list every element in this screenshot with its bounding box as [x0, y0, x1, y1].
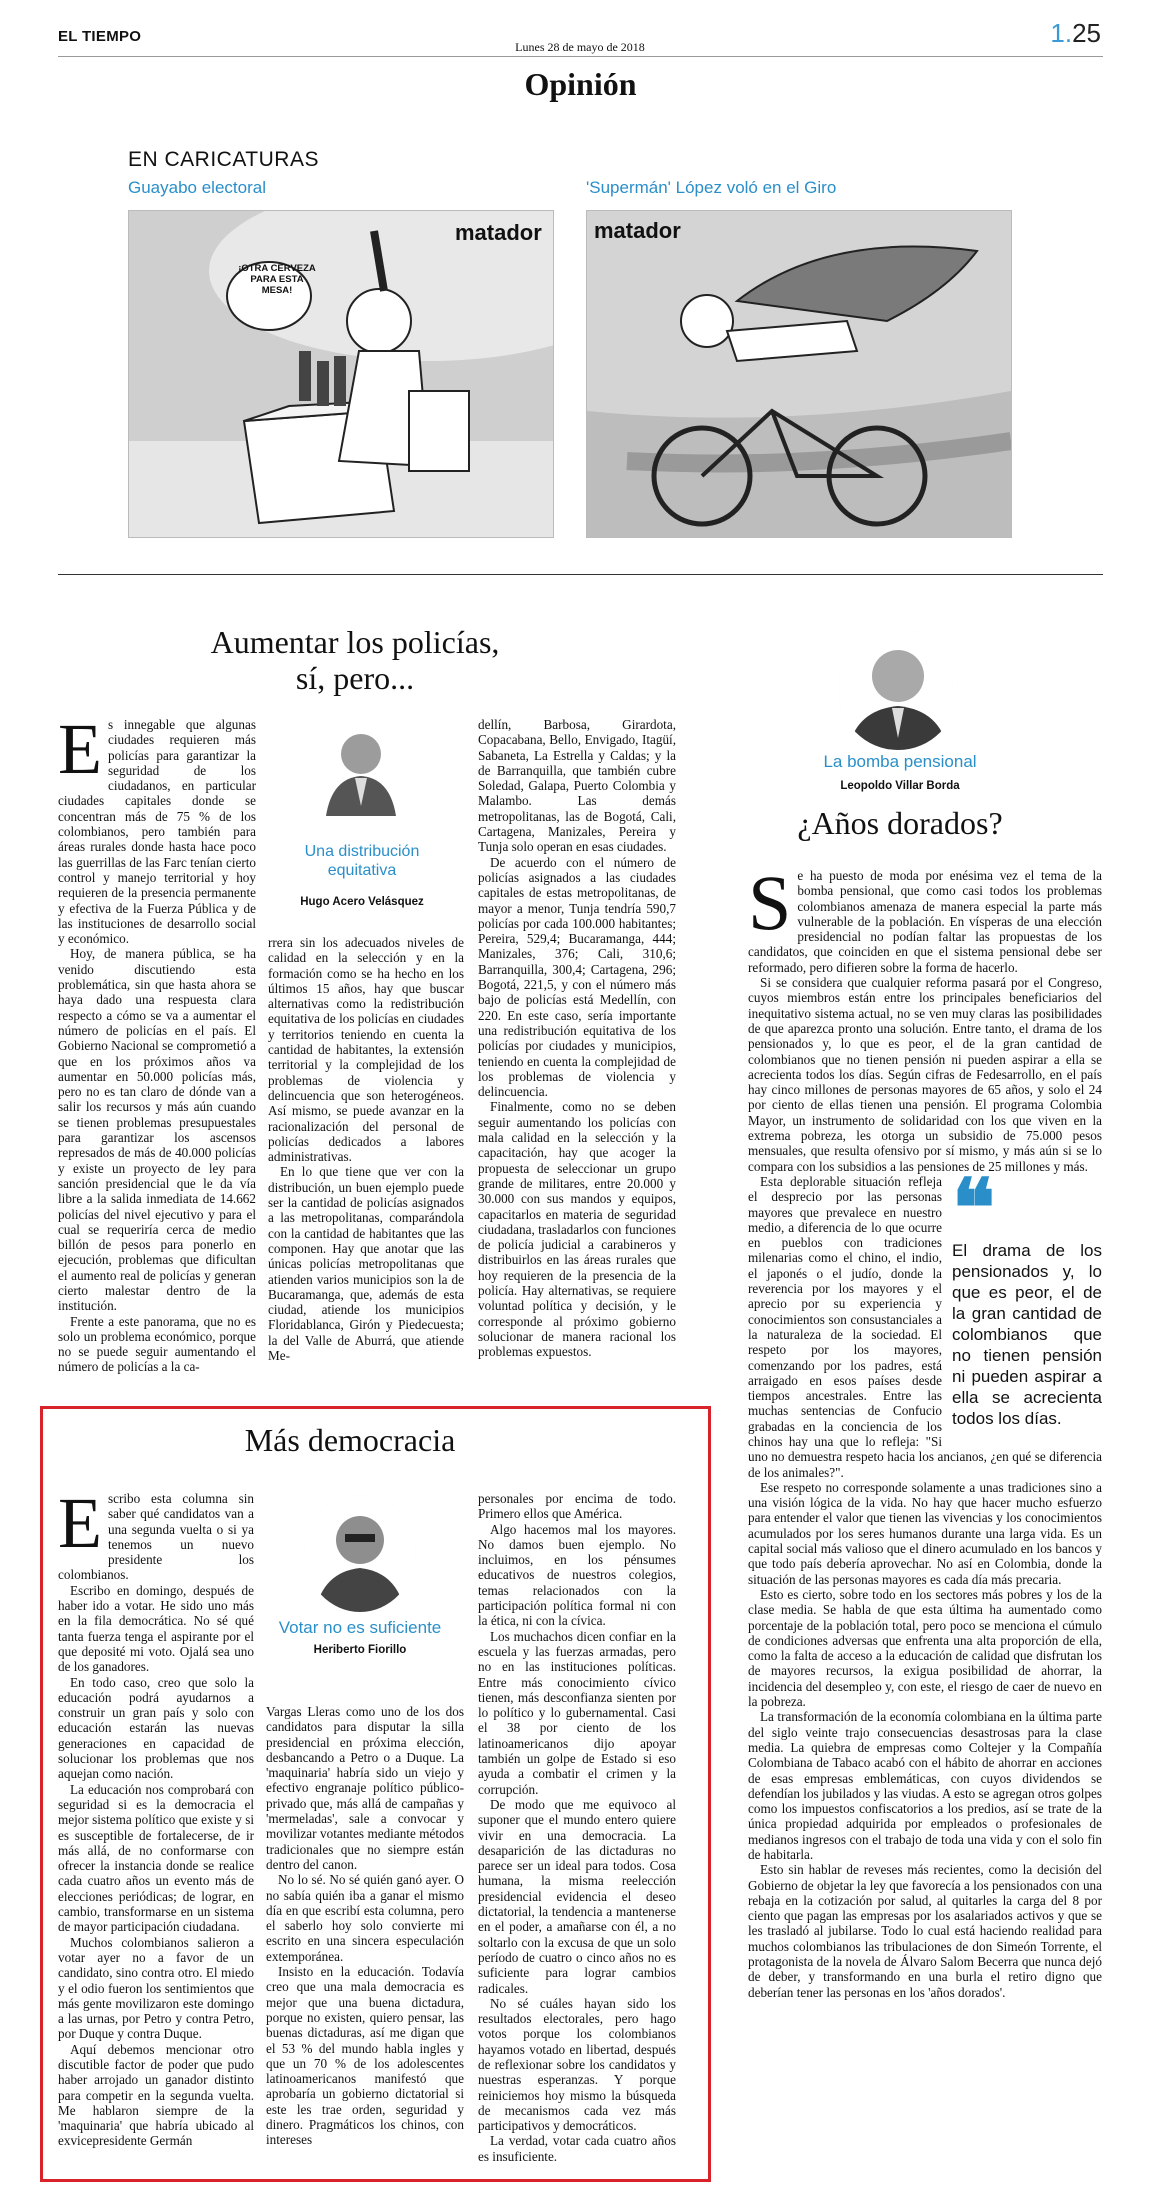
article2-col3-p1: personales por encima de todo. Primero ellos que América.: [478, 1491, 676, 1522]
article3-author-photo: [838, 628, 958, 750]
article2-col3-p6: La verdad, votar cada cuatro años es insuficiente.: [478, 2133, 676, 2164]
article3-p4: Esto es cierto, sobre todo en los sectores más pobres y los de la clase media. Se habla de que esta última ha aumentado como porcentaje de la población total, pero poco se menciona el cúmulo de condiciones adversas que enfrenta una alta proporción de ella, como la falta de acceso a la educación de calidad que disfrutan los de mayores recursos, la exigua posibilidad de ahorrar, la incidencia del desempleo y, con este, el riesgo de caer de nuevo en la pobreza.: [748, 1586, 1102, 1710]
article3-kicker: La bomba pensional: [823, 752, 977, 771]
page-number-suffix: 25: [1072, 18, 1101, 48]
article2-headline: Más democracia: [244, 1422, 456, 1458]
article1-kicker: Una distribución equitativa: [304, 843, 420, 879]
article2-kicker: Votar no es suficiente: [278, 1618, 442, 1637]
article2-col3-p2: Algo hacemos mal los mayores. No damos buen ejemplo. No incluimos, en los pénsumes educativos de nuestros colegios, temas relacionados con la participación política formal ni con la ética, ni con la cívica.: [478, 1521, 676, 1629]
section-title: Opinión: [524, 66, 637, 102]
article1-col1: [58, 709, 256, 1375]
article1-dropcap: E: [58, 709, 102, 789]
header-rule: [58, 56, 1103, 57]
article2-p6: Aquí debemos mencionar otro discutible factor de poder que pudo haber arrojado un ganador distinto para competir en la segunda vuelta. Me hablaron siempre de la 'maquinaria' que habría ubicado al exvicepresidente Germán: [58, 2041, 254, 2149]
cartoon-right-title: 'Supermán' López voló en el Giro: [586, 178, 837, 197]
article2-dropcap: E: [58, 1483, 102, 1563]
article2-col2-p1: Vargas Lleras como uno de los dos candidatos para disputar la silla presidencial en próxima elección, desbancando a Petro o a Duque. La 'maquinaria' habría sido un viejo y efectivo engranaje político público-privado que, más allá de campañas y 'mermeladas', sale a convocar y movilizar votantes mediante métodos tradicionales que no siempre están dentro del canon.: [266, 1704, 464, 1872]
article3-body: [748, 859, 1102, 2000]
cartoon-left-bubble: ¡OTRA CERVEZA PARA ESTA MESA!: [238, 263, 316, 296]
article2-col3: [478, 1491, 676, 2164]
article3-p6: Esto sin hablar de reveses más recientes, como la decisión del Gobierno de objetar la ley que favorecía a los pensionados con una rebaja en la cotización por salud, al quitarles la carga del 8 por ciento que pagan las empresas por los asalariados activos y que se les trasladó al jubilarse. Todo lo cual está haciendo realidad para muchos colombianos las tribulaciones de don Simeón Torrente, el protagonista de la novela de Álvaro Salom Becerra que nunca dejó de deber, y transformando en una burla el retiro digno que deberían tener las personas en los 'años dorados'.: [748, 1862, 1102, 2000]
cartoon-left-signature: matador: [455, 220, 542, 245]
article2-p1: scribo esta columna sin saber qué candidatos van a una segunda vuelta o si ya tenemos un nuevo presidente los colombianos.: [58, 1491, 254, 1583]
article2-author: Heriberto Fiorillo: [313, 1644, 407, 1656]
page-number-prefix: 1.: [1050, 18, 1073, 48]
article2-p2: Escribo en domingo, después de haber ido a votar. He sido uno más en la fila democrática. No sé qué tanta fuerza tenga el aspirante por el que deposité mi voto. Ojalá sea uno de los ganadores.: [58, 1582, 254, 1675]
article3-pullquote: El drama de los pensionados y, lo que es peor, el de la gran cantidad de colombianos que no tienen pensión ni pueden aspirar a ella se acrecienta todos los días.: [952, 1240, 1102, 1428]
article1-col3-p2: De acuerdo con el número de policías asignados a las ciudades capitales de estas metropolitanas, de mayor a menor, Tunja tendría 590,7 policías por cada 100.000 habitantes; Pereira, 529,4; Bucaramanga, 444; Manizales, 376; Cali, 310,6; Barranquilla, 300,4; Cartagena, 296; Bogotá, 221,5, y con el número más bajo de policías está Medellín, con 220. En este caso, sería importante una redistribución equitativa de los policías por ciudades y municipios, teniendo en cuenta la complejidad de los problemas de violencia y delincuencia.: [478, 854, 676, 1100]
article2-col1: [58, 1483, 254, 2149]
article1-col3-p3: Finalmente, como no se deben seguir aumentando los policías con mala calidad en la selección y la capacitación, hay que acoger la propuesta de seleccionar un grupo grande de militares, entre 20.000 y 30.000 con sus mandos y equipos, capacitarlos en materia de seguridad ciudadana, trasladarlos con funciones de policía judicial a carabineros y distribuirlos en las áreas rurales que hoy requieren de la presencia de la policía. Hay alternativas, se requiere voluntad política y decisión, y le corresponde al próximo gobierno solucionar de manera racional los problemas expuestos.: [478, 1099, 676, 1360]
article2-col2-p3: Insisto en la educación. Todavía creo que una mala democracia es mejor que una buena dictadura, porque no existen, quiero pensar, las buenas dictaduras, así me digan que el 53 % del mundo habla ingles y que un 70 % de los adolescentes latinoamericanos manifestó que aprobaría un gobierno dictatorial si este les trae orden, seguridad y dinero. Pragmáticos los chinos, con intereses: [266, 1964, 464, 2148]
cartoon-left-title: Guayabo electoral: [128, 178, 266, 197]
page-number: [1050, 18, 1101, 49]
article3-author: Leopoldo Villar Borda: [840, 780, 960, 792]
article3-pullquote-box: [952, 1165, 1102, 1429]
article1-col2-p1: rrera sin los adecuados niveles de calidad en la selección y en la formación como se ha hecho en los últimos 15 años, hay que buscar alternativas como la redistribución equitativa de los policías en ciudades y territorios teniendo en cuenta la cantidad de habitantes, la extensión territorial y la complejidad de los problemas de violencia y delincuencia que son heterogéneos. Así mismo, se puede avanzar en la racionalización del personal de policías dedicados a labores administrativas.: [268, 935, 464, 1165]
article2-p3: En todo caso, creo que solo la educación podrá ayudarnos a construir un gran país y solo con educación estarán las nuevas generaciones en capacidad de solucionar los problemas que nos aquejan como nación.: [58, 1674, 254, 1782]
cartoon-right-signature: matador: [594, 218, 681, 243]
article1-author-photo: [318, 716, 404, 816]
article2-col3-p5: No sé cuáles hayan sido los resultados electorales, pero hago votos porque los colombianos hayamos votado en libertad, después de reflexionar sobre los candidatos y nuestras esperanzas. Y porque reiniciemos hoy mismo la búsqueda de mecanismos cada vez más participativos y democráticos.: [478, 1995, 676, 2134]
article2-p4: La educación nos comprobará con seguridad si es la democracia el mejor sistema político que existe y si es susceptible de fortalecerse, de ir más allá, de no conformarse con ofrecer la instancia donde se realice cada cuatro años un evento más de elecciones periódicas; de lograr, en cambio, transformarse en un sistema de mayor participación ciudadana.: [58, 1781, 254, 1935]
article1-p3: Frente a este panorama, que no es solo un problema económico, porque no se puede seguir aumentando el número de policías a la ca-: [58, 1313, 256, 1375]
article1-p2: Hoy, de manera pública, se ha venido discutiendo esta problemática, sin que hasta ahora se haya dado una respuesta clara respecto a cómo se va a aumentar el número de policías en el país. El Gobierno Nacional se comprometió a que en los próximos años va aumentar en 50.000 policías más, pero no es tan claro de dónde van a salir los recursos y más aún cuando se tienen problemas presupuestales para garantizar los ascensos represados de más de 40.000 policías y existe un proyecto de ley para sanción presidencial que le da vía libre a la salida inmediata de 14.662 policías del nivel ejecutivo y para el cual se requeriría cerca de medio billón de pesos para ponerlo en ejecución, problemas que dificultan el aumento real de policías y generan cierto malestar dentro de la institución.: [58, 946, 256, 1314]
cartoon-left: [128, 210, 554, 538]
article2-col2: [266, 1704, 464, 2148]
masthead: EL TIEMPO: [58, 28, 142, 45]
article1-col2: [268, 935, 464, 1363]
article1-author: Hugo Acero Velásquez: [300, 896, 424, 908]
article3-p5: La transformación de la economía colombiana en la última parte del siglo veinte trajo consecuencias desastrosas para la clase media. La quiebra de empresas como Coltejer y la Compañía Colombiana de Tabaco acabó con el hábito de ahorrar en acciones de esas empresas emblemáticas, con cuyos dividendos se defendían los jubilados y las viudas. A esto se agregan otros golpes como los impuestos confiscatorios a los predios, así se trate de la única propiedad adquirida por empleados o profesionales de medianos ingresos con el trabajo de toda una vida y con el solo fin de habitarla.: [748, 1709, 1102, 1862]
article1-col3-p1: dellín, Barbosa, Girardota, Copacabana, Bello, Envigado, Itagüí, Sabaneta, La Estrella y Caldas; y la de Barranquilla, que también cubre Soledad, Galapa, Puerto Colombia y Malambo. Las demás metropolitanas, las de Bogotá, Cali, Cartagena, Manizales, Pereira y Tunja solo operan en esas ciudades.: [478, 717, 676, 855]
article2-author-photo: [305, 1494, 415, 1612]
article1-col2-p2: En lo que tiene que ver con la distribución, un buen ejemplo puede ser la cantidad de policías asignados a las metropolitanas, comparándola con la cantidad de habitantes que las componen. Hay que anotar que las únicas policías metropolitanas que atienden varios municipios son la de Bucaramanga, que, además de esta ciudad, atiende los municipios Floridablanca, Girón y Piedecuesta; la del Valle de Aburrá, que atiende Me-: [268, 1164, 464, 1364]
article3-p1: Si se considera que cualquier reforma pasará por el Congreso, cuyos miembros están entre los principales beneficiarios del inequitativo sistema actual, no se ven muy claras las posibilidades de que aparezca pronto una solución. Entre tanto, el drama de los pensionados y, lo que es peor, el de la gran cantidad de colombianos que no tienen pensión ni pueden aspirar a ella se acrecienta todos los días. Según cifras de Fedesarrollo, en el país hay cinco millones de personas mayores de 65 años, y solo el 24 por ciento de ellas tienen una pensión. El programa Colombia Mayor, un instrumento de solidaridad con los que viven en la extrema pobreza, les otorga un subsidio de 75.000 pesos mensuales, que resulta ofensivo por sí mismo, y más aún si se lo compara con los subsidios a las pensiones de 25 millones y más.: [748, 975, 1102, 1174]
article2-col3-p3: Los muchachos dicen confiar en la escuela y las fuerzas armadas, pero no en las instituciones políticas. Entre más conocimiento cívico tienen, más desconfianza sienten por lo político y lo gubernamental. Casi el 38 por ciento de los latinoamericanos dijo apoyar también un golpe de Estado si eso ayuda a combatir el crimen y la corrupción.: [478, 1628, 676, 1797]
issue-date: Lunes 28 de mayo de 2018: [515, 40, 645, 54]
article3-p3: Ese respeto no corresponde solamente a unas tradiciones sino a una visión lógica de la vida. No hay que hacer mucho esfuerzo para entender el valor que tienen las vivencias y los conocimientos acumulados por los seres humanos durante una larga vida. Es un capital social más valioso que el dinero acumulado en los bancos y que todo país debería aprovechar. No así en Colombia, donde la situación de las personas mayores es cada día más precaria.: [748, 1479, 1102, 1587]
article2-p5: Muchos colombianos salieron a votar ayer no a favor de un candidato, sino contra otro. El miedo y el odio fueron los sentimientos que más gente movilizaron este domingo a las urnas, por Petro y contra Petro, por Duque y contra Duque.: [58, 1934, 254, 2042]
caricaturas-label: EN CARICATURAS: [128, 148, 319, 171]
article1-col3: [478, 717, 676, 1359]
section-divider: [58, 574, 1103, 575]
article2-col2-p2: No lo sé. No sé quién ganó ayer. O no sabía quién iba a ganar el mismo día en que escribí esta columna, pero el saberlo hoy solo convierte mi escrito en una sincera especulación extemporánea.: [266, 1872, 464, 1964]
article3-headline: ¿Años dorados?: [797, 805, 1003, 841]
cartoon-right: [586, 210, 1012, 538]
article3-p2: Esta deplorable situación refleja el desprecio por las personas mayores que prevalece en nuestro medio, a diferencia de lo que ocurre en pueblos con tradiciones milenarias como el chino, el indio, el japonés o el judío, donde la reverencia por los mayores y el aprecio por su experiencia y conocimientos son consustanciales a la naturaleza de la sociedad. El respeto por los mayores, comenzando por los padres, está arraigado en esos países desde tiempos ancestrales. Entre las muchas sentencias de Confucio grabadas en la conciencia de los chinos hay una que lo refleja: "Si uno no demuestra respeto hacia los ancianos, ¿en qué se diferencia de los animales?".: [748, 1173, 1102, 1480]
article2-col3-p4: De modo que me equivoco al suponer que el mundo entero quiere vivir en una democracia. La desaparición de las dictaduras no parece ser un ideal para todos. Cosa humana, la misma reelección presidencial evidencia el deseo dictatorial, la tendencia a mantenerse en el poder, a amañarse con él, a no soltarlo con la excusa de que un solo período de cuatro o cinco años no es suficiente para lograr cambios radicales.: [478, 1796, 676, 1996]
quote-mark-icon: ❝: [952, 1165, 996, 1254]
article1-p1: s innegable que algunas ciudades requieren más policías para garantizar la seguridad de los ciudadanos, en particular ciudades capitales donde se concentran más de 75 % de los colombianos, pero también para áreas rurales donde hasta hace poco las guerrillas de las Farc tenían cierto control y manejo territorial y hoy requieren de la presencia permanente y efectiva de la Fuerza Pública y de las instituciones de desarrollo social y económico.: [58, 717, 256, 947]
article3-intro: e ha puesto de moda por enésima vez el tema de la bomba pensional, que como casi todos los problemas colombianos amenaza de manera especial la parte más vulnerable de la población. En vísperas de una elección presidencial no podían faltar las propuestas de los candidatos, que coinciden en que el sistema pensional debe ser reformado, pero difieren sobre la forma de hacerlo.: [748, 868, 1102, 975]
article3-dropcap: S: [748, 859, 792, 946]
article1-headline: Aumentar los policías, sí, pero...: [210, 624, 500, 696]
